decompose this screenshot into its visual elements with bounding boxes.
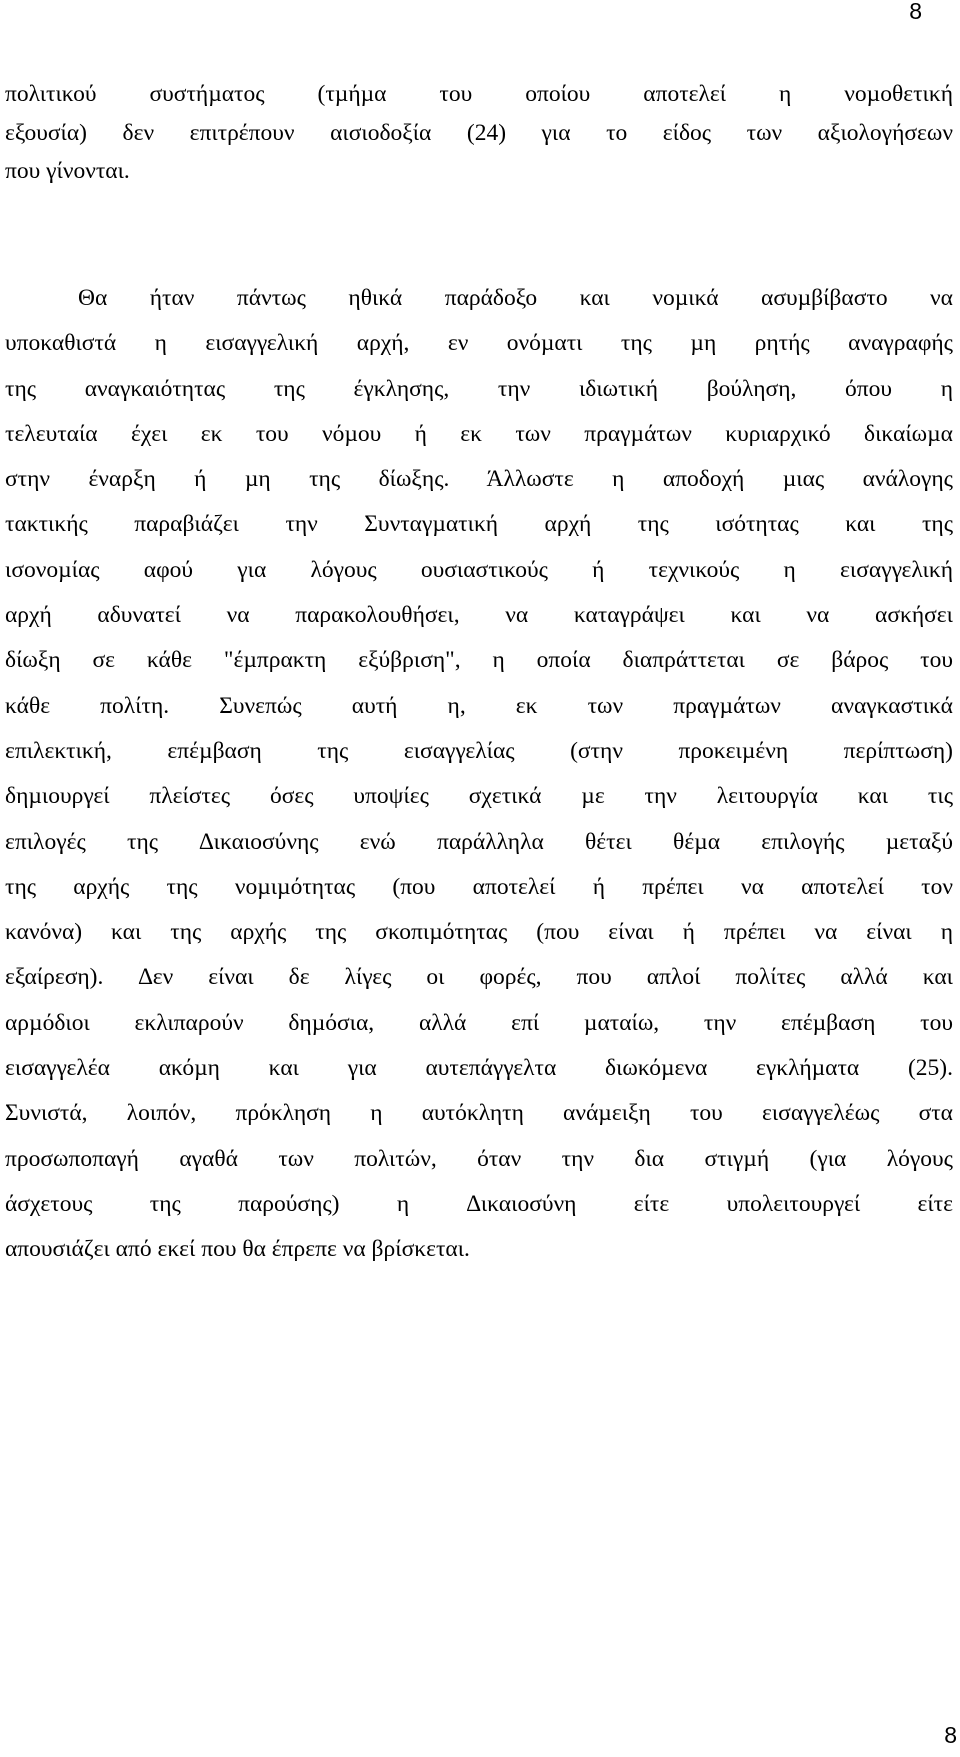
text-line: της αναγκαιότητας της έγκλησης, την ιδιωτική βούληση, όπου η xyxy=(5,375,953,402)
text-line: υποκαθιστά η εισαγγελική αρχή, εν ονόµατι της µη ρητής αναγραφής xyxy=(5,330,953,357)
text-line: κάθε πολίτη. Συνεπώς αυτή η, εκ των πραγµάτων αναγκαστικά xyxy=(5,692,953,719)
text-line: τελευταία έχει εκ του νόµου ή εκ των πραγµάτων κυριαρχικό δικαίωµα xyxy=(5,420,953,447)
text-line: άσχετους της παρούσης) η ∆ικαιοσύνη είτε υπολειτουργεί είτε xyxy=(5,1190,953,1217)
text-line: εξουσία) δεν επιτρέπουν αισιοδοξία (24) για το είδος των αξιολογήσεων xyxy=(5,119,953,146)
text-line: κανόνα) και της αρχής της σκοπιµότητας (που είναι ή πρέπει να είναι η xyxy=(5,919,953,946)
text-line: επιλογές της ∆ικαιοσύνης ενώ παράλληλα θέτει θέµα επιλογής µεταξύ xyxy=(5,828,953,855)
text-line: εισαγγελέα ακόµη και για αυτεπάγγελτα διωκόµενα εγκλήµατα (25). xyxy=(5,1055,953,1082)
text-line: εξαίρεση). ∆εν είναι δε λίγες οι φορές, που απλοί πολίτες αλλά και xyxy=(5,964,953,991)
text-line: που γίνονται. xyxy=(5,158,130,184)
text-line: δηµιουργεί πλείστες όσες υποψίες σχετικά µε την λειτουργία και τις xyxy=(5,783,953,810)
text-line: απουσιάζει από εκεί που θα έπρεπε να βρίσκεται. xyxy=(5,1236,470,1263)
text-line: επιλεκτική, επέµβαση της εισαγγελίας (στην προκειµένη περίπτωση) xyxy=(5,737,953,764)
text-line: στην έναρξη ή µη της δίωξης. Άλλωστε η αποδοχή µιας ανάλογης xyxy=(5,466,953,493)
text-line: ισονοµίας αφού για λόγους ουσιαστικούς ή τεχνικούς η εισαγγελική xyxy=(5,556,953,583)
page-number-bottom: 8 xyxy=(944,1722,957,1748)
text-line: προσωποπαγή αγαθά των πολιτών, όταν την δια στιγµή (για λόγους xyxy=(5,1145,953,1172)
text-line: δίωξη σε κάθε "έµπρακτη εξύβριση", η οποία διαπράττεται σε βάρος του xyxy=(5,647,953,674)
text-line: Συνιστά, λοιπόν, πρόκληση η αυτόκλητη ανάµειξη του εισαγγελέως στα xyxy=(5,1100,953,1127)
page-number-top: 8 xyxy=(909,0,922,24)
text-line: πολιτικού συστήµατος (τµήµα του οποίου αποτελεί η νοµοθετική xyxy=(5,81,953,107)
text-line: αρχή αδυνατεί να παρακολουθήσει, να καταγράψει και να ασκήσει xyxy=(5,602,953,629)
text-line: τακτικής παραβιάζει την Συνταγµατική αρχή της ισότητας και της xyxy=(5,511,953,538)
text-line: αρµόδιοι εκλιπαρούν δηµόσια, αλλά επί µαταίω, την επέµβαση του xyxy=(5,1009,953,1036)
text-line: Θα ήταν πάντως ηθικά παράδοξο και νοµικά ασυµβίβαστο να xyxy=(78,285,953,311)
paragraph-2 xyxy=(5,276,953,1273)
text-line: της αρχής της νοµιµότητας (που αποτελεί ή πρέπει να αποτελεί τον xyxy=(5,873,953,900)
paragraph-1 xyxy=(5,75,953,191)
